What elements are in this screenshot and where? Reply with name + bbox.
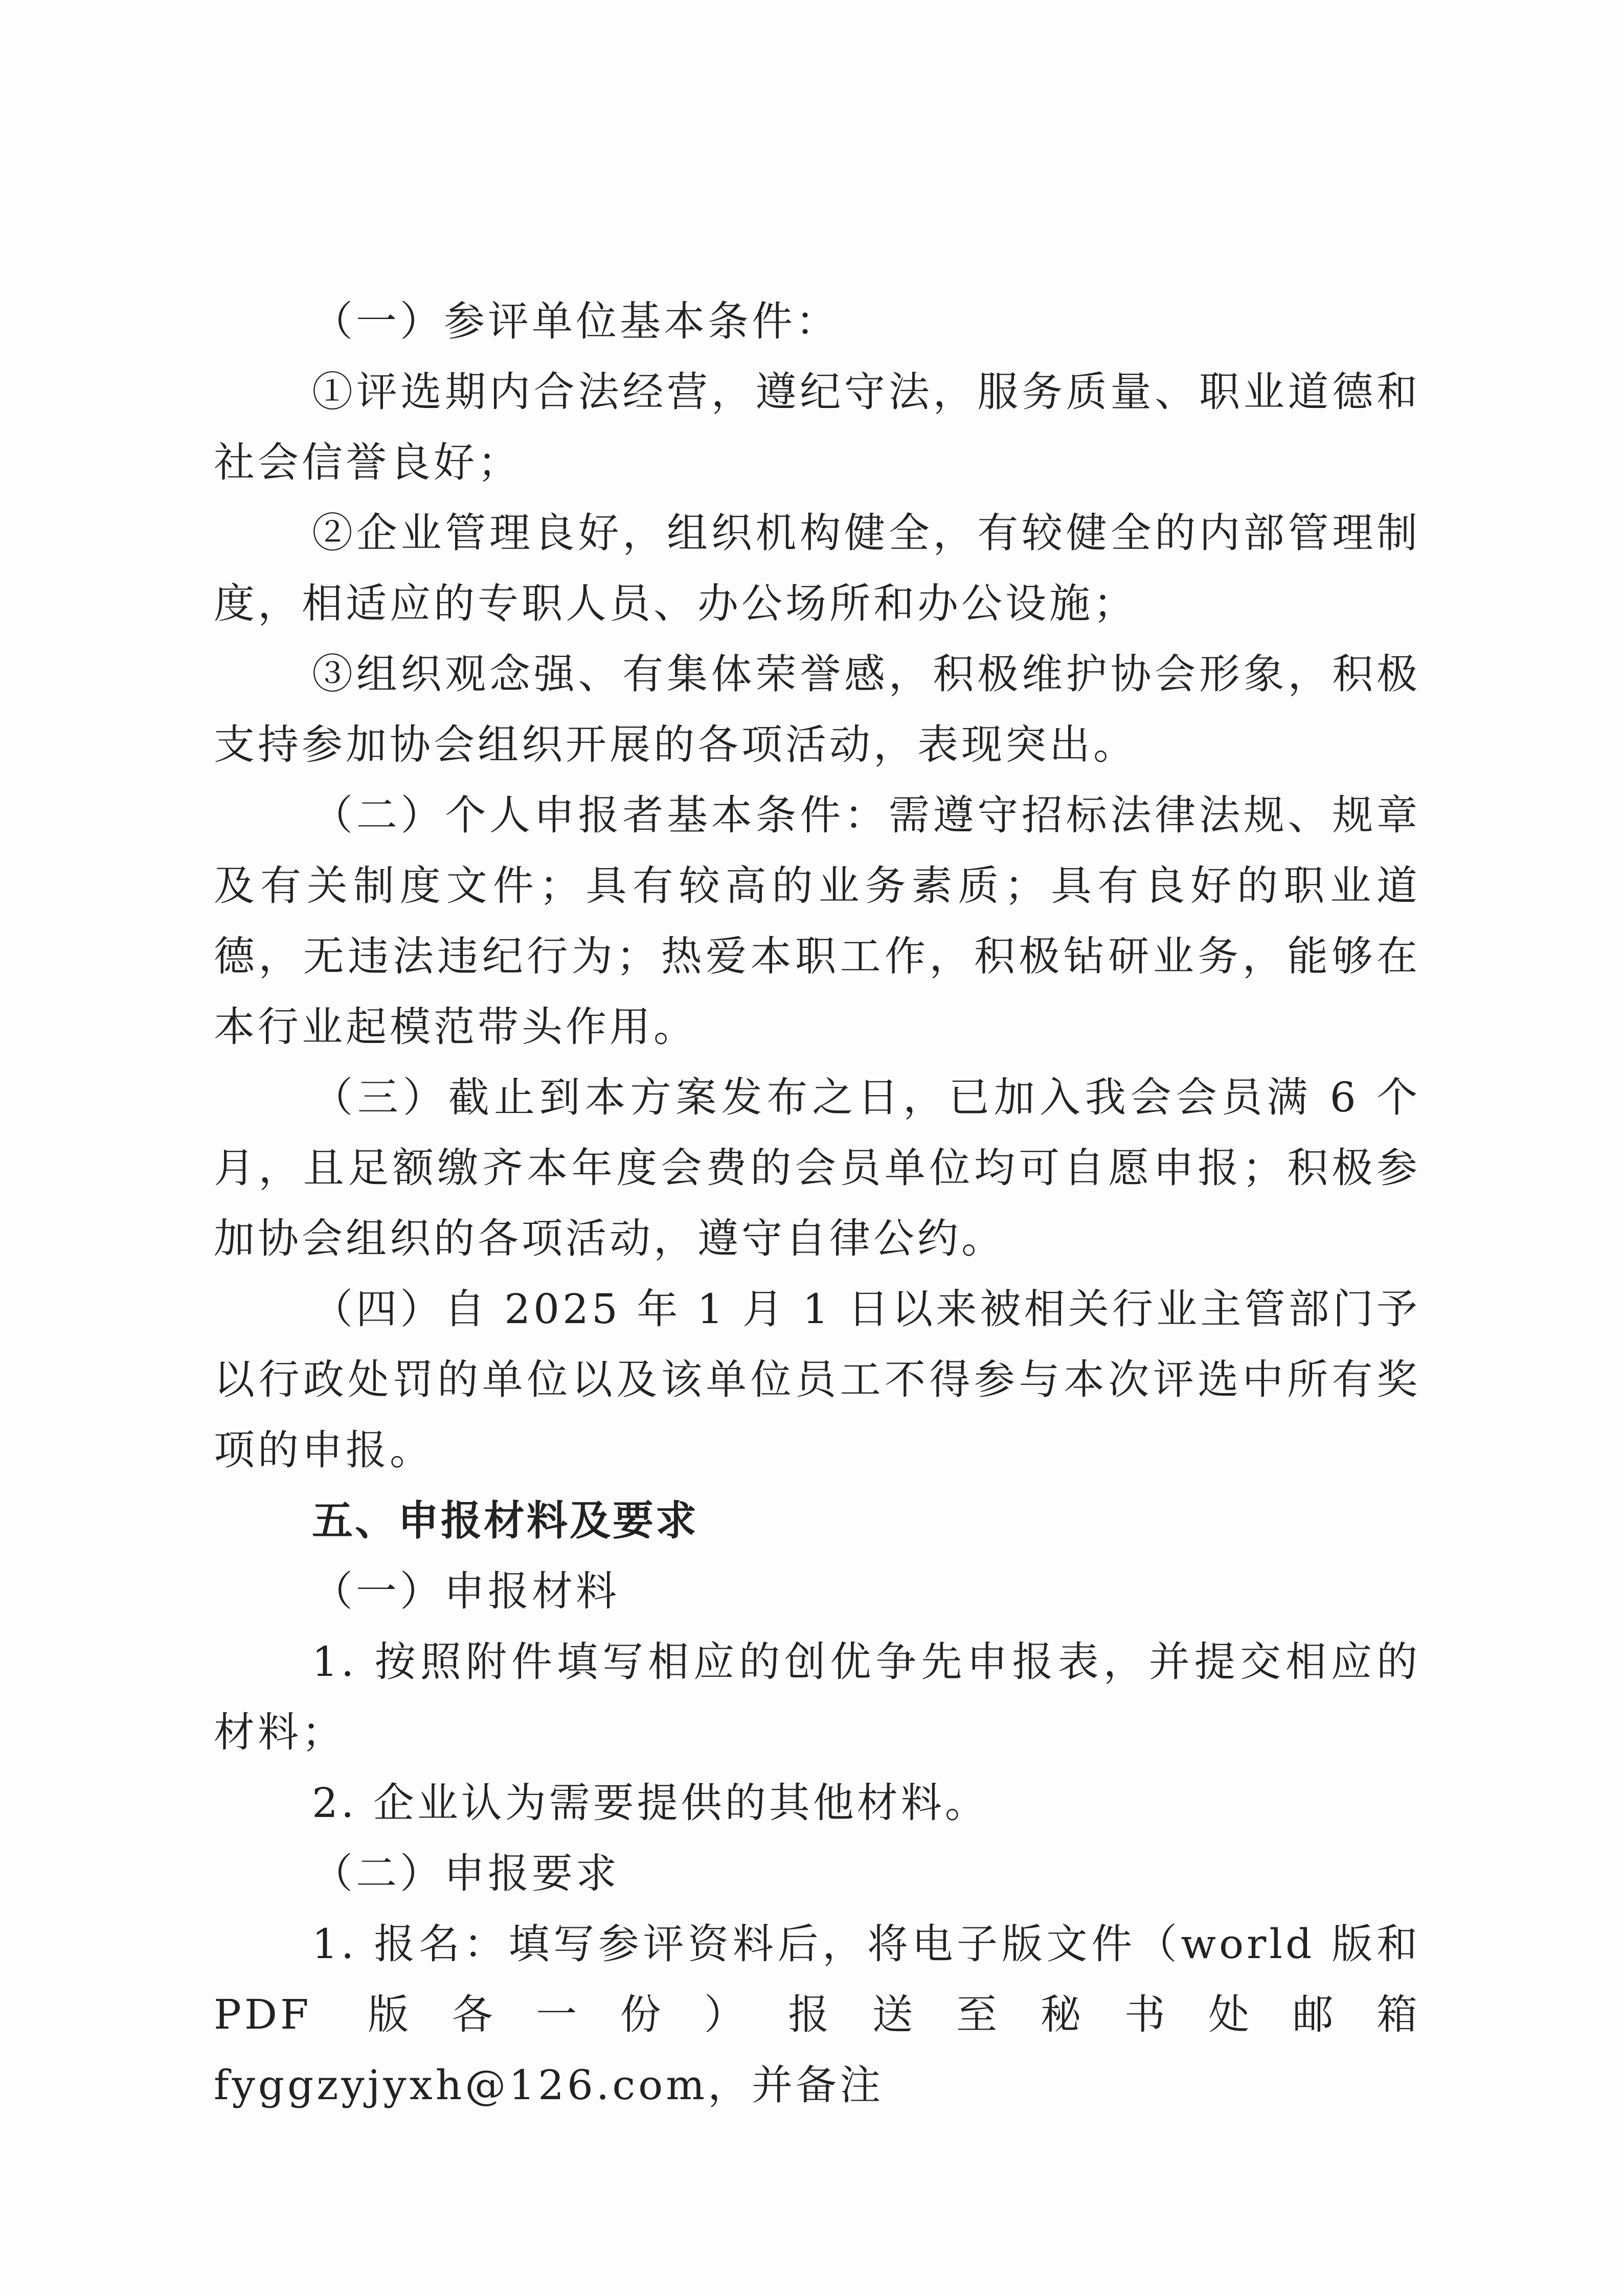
section-basic-conditions-title: （一）参评单位基本条件： (312, 298, 840, 345)
condition-item-1: ①评选期内合法经营，遵纪守法，服务质量、职业道德和社会信誉良好； (214, 368, 1420, 486)
membership-conditions-paragraph: （三）截止到本方案发布之日，已加入我会会员满 6 个月，且足额缴齐本年度会费的会员单位均可自愿申报；积极参加协会组织的各项活动，遵守自律公约。 (214, 1074, 1420, 1262)
exclusion-paragraph: （四）自 2025 年 1 月 1 日以来被相关行业主管部门予以行政处罚的单位以及该单位员工不得参与本次评选中所有奖项的申报。 (214, 1285, 1420, 1474)
requirements-item-1: 1. 报名：填写参评资料后，将电子版文件（world 版和 PDF 版各一份）报送至秘书处邮箱 fyggzyjyxh@126.com，并备注 (214, 1920, 1420, 2109)
application-requirements-title: （二）申报要求 (312, 1850, 620, 1897)
application-materials-title: （一）申报材料 (312, 1567, 620, 1615)
document-body (214, 286, 1420, 2121)
individual-conditions-paragraph: （二）个人申报者基本条件：需遵守招标法律法规、规章及有关制度文件；具有较高的业务素质；具有良好的职业道德，无违法违纪行为；热爱本职工作，积极钻研业务，能够在本行业起模范带头作用。 (214, 791, 1420, 1051)
materials-item-1: 1. 按照附件填写相应的创优争先申报表，并提交相应的材料； (214, 1638, 1420, 1756)
condition-item-3: ③组织观念强、有集体荣誉感，积极维护协会形象，积极支持参加协会组织开展的各项活动，表现突出。 (214, 650, 1420, 768)
section-five-heading: 五、申报材料及要求 (312, 1497, 698, 1544)
materials-item-2: 2. 企业认为需要提供的其他材料。 (312, 1779, 989, 1827)
condition-item-2: ②企业管理良好，组织机构健全，有较健全的内部管理制度，相适应的专职人员、办公场所和办公设施； (214, 509, 1420, 627)
